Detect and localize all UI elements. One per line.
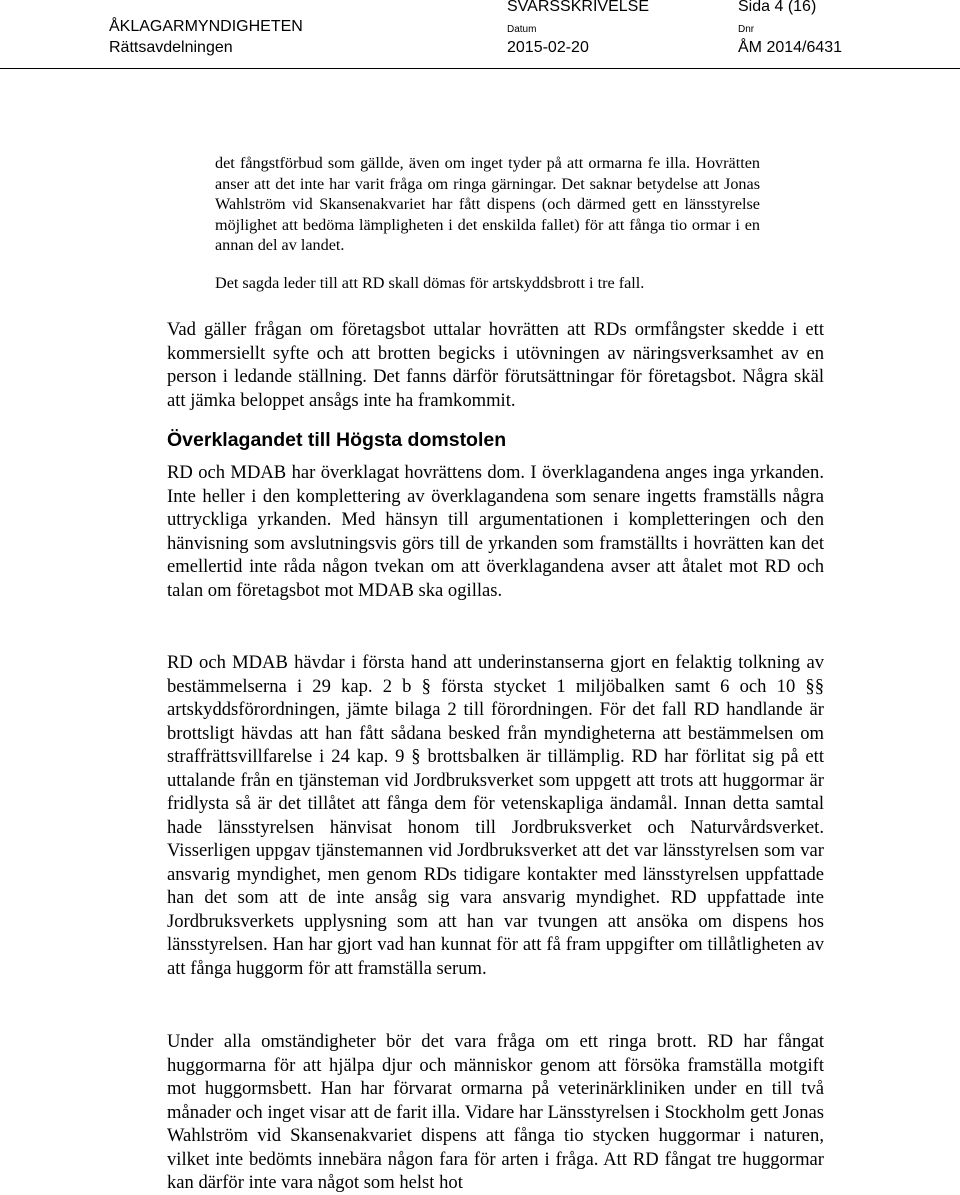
body-text-2: RD och MDAB har överklagat hovrättens dom. I överklagandena anges inga yrkanden. Inte heller i den komplettering av överklagandena som senare ingetts framställs några uttryckliga yrkanden. Med hänsyn till argumentationen i kompletteringen och den hänvisning som avslutningsvis görs till de yrkanden som framställts i hovrätten kan det emellertid inte råda någon tvekan om att överklagandena avser att åtalet mot RD och talan om företagsbot mot MDAB ska ogillas. xyxy=(167,462,824,601)
body-text-1: Vad gäller frågan om företagsbot uttalar hovrätten att RDs ormfångster skedde i ett kommersiellt syfte och att brotten begicks i utövningen av näringsverksamhet av en person i ledande ställning. Det fanns därför förutsättningar för företagsbot. Några skäl att jämka beloppet ansågs inte ha framkommit. xyxy=(167,319,824,411)
body-paragraph-2 xyxy=(167,461,824,602)
quoted-paragraph-1 xyxy=(215,153,760,256)
reference-label: Dnr xyxy=(738,24,755,35)
page-header xyxy=(0,0,960,70)
date-label: Datum xyxy=(507,24,537,35)
body-paragraph-1 xyxy=(167,318,824,412)
header-divider xyxy=(0,68,960,69)
page-number: Sida 4 (16) xyxy=(738,0,817,15)
section-heading: Överklagandet till Högsta domstolen xyxy=(167,429,507,451)
reference-number: ÅM 2014/6431 xyxy=(738,39,843,56)
quoted-paragraph-2 xyxy=(215,273,760,294)
quoted-text-2: Det sagda leder till att RD skall dömas för artskyddsbrott i tre fall. xyxy=(215,274,645,292)
body-text-3: RD och MDAB hävdar i första hand att underinstanserna gjort en felaktig tolkning av bestämmelserna i 29 kap. 2 b § första stycket 1 miljöbalken samt 6 och 10 §§ artskyddsförordningen, jämte bilaga 2 till förordningen. För det fall RD handlande är brottsligt hävdas att han fått sådana besked från myndigheterna att bestämmelsen om straffrättsvillfarelse i 24 kap. 9 § brottsbalken är tillämplig. RD har förlitat sig på ett uttalande från en tjänsteman vid Jordbruksverket som uppgett att trots att huggormar är fridlysta så är det tillåtet att fånga dem för vetenskapliga ändamål. Innan detta samtal hade länsstyrelsen hänvisat honom till Jordbruksverket och Naturvårdsverket. Visserligen uppgav tjänstemannen vid Jordbruksverket att det var länsstyrelsen som var ansvarig myndighet, men genom RDs tidigare kontakter med länsstyrelsen uppfattade han det som att de inte ansåg sig vara ansvarig myndighet. RD uppfattade inte Jordbruksverkets upplysning som att han var tvungen att ansöka om dispens hos länsstyrelsen. Han har gjort vad han kunnat för att få fram uppgifter om tillåtligheten av att fånga huggorm för att framställa serum. xyxy=(167,652,824,979)
department-name: Rättsavdelningen xyxy=(109,39,233,56)
document-type: SVARSSKRIVELSE xyxy=(507,0,649,15)
authority-name: ÅKLAGARMYNDIGHETEN xyxy=(109,18,303,35)
body-paragraph-3 xyxy=(167,651,824,980)
quoted-text-1: det fångstförbud som gällde, även om inget tyder på att ormarna fe illa. Hovrätten anser att det inte har varit fråga om ringa gärningar. Det saknar betydelse att Jonas Wahlström vid Skansenakvariet har fått dispens (och därmed gett en länsstyrelse möjlighet att bedöma lämpligheten i det enskilda fallet) för att fånga tio ormar i en annan del av landet. xyxy=(215,154,760,254)
body-paragraph-4 xyxy=(167,1030,824,1195)
body-text-4: Under alla omständigheter bör det vara fråga om ett ringa brott. RD har fångat huggormarna för att hjälpa djur och människor genom att försöka framställa motgift mot huggormsbett. Han har förvarat ormarna på veterinärkliniken under en till två månader och inget visar att de farit illa. Vidare har Länsstyrelsen i Stockholm gett Jonas Wahlström vid Skansenakvariet dispens att fånga tio stycken huggormar i naturen, vilket inte bedömts innebära någon fara för arten i fråga. Att RD fångat tre huggormar kan därför inte vara något som helst hot xyxy=(167,1031,824,1193)
date-value: 2015-02-20 xyxy=(507,39,589,56)
